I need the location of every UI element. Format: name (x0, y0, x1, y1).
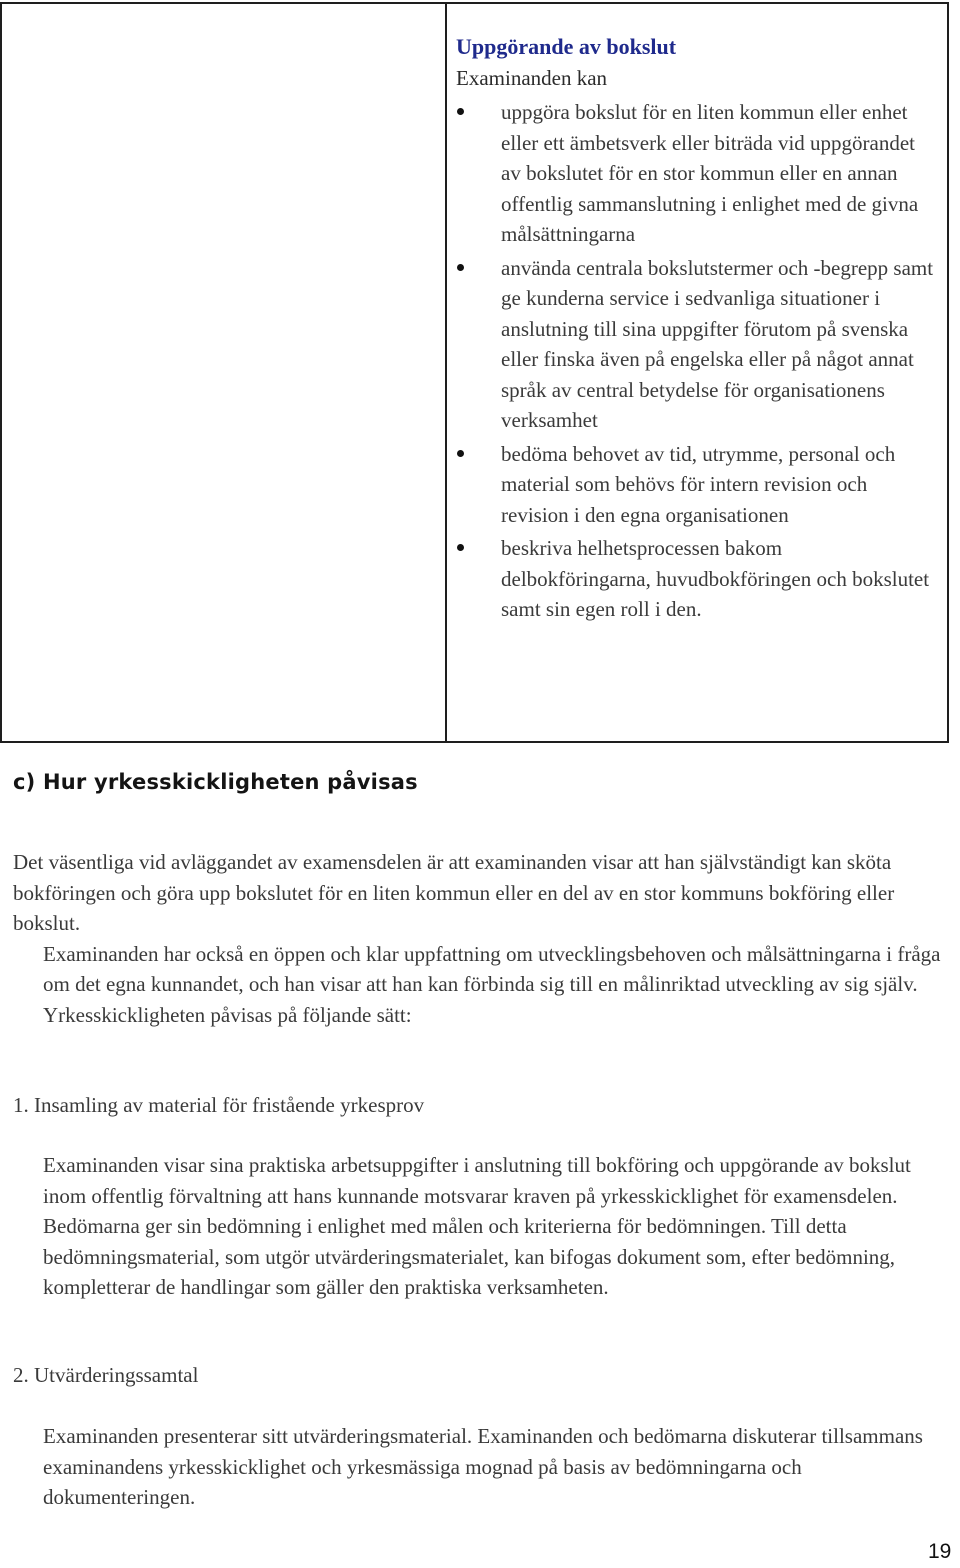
criteria-item-text: beskriva helhetsprocessen bakom delbokföringarna, huvudbokföringen och bokslutet samt sin egen roll i den. (501, 536, 930, 621)
criteria-item (456, 439, 936, 531)
criteria-item-text: bedöma behovet av tid, utrymme, personal och material som behövs för intern revision och revision i den egna organisationen (501, 441, 896, 527)
section-heading: c) Hur yrkesskickligheten påvisas (13, 770, 418, 794)
paragraph: Det väsentliga vid avläggandet av examensdelen är att examinanden visar att han självständigt kan sköta bokföringen och göra upp bokslutet för en liten kommun eller en del av en stor kommuns bokföring eller bokslut. (13, 850, 895, 935)
paragraph: Yrkesskickligheten påvisas på följande sätt: (43, 1002, 412, 1027)
criteria-item (456, 97, 936, 250)
item-text: Examinanden presenterar sitt utvärderingsmaterial. Examinanden och bedömarna diskuterar tillsammans examinandens yrkesskicklighet och yrkesmässiga mognad på basis av bedömningarna och dokumenteringen. (43, 1424, 923, 1509)
bullet-icon (457, 108, 464, 115)
bullet-icon (457, 450, 464, 457)
paragraph: Examinanden har också en öppen och klar uppfattning om utvecklingsbehoven och målsättningarna i fråga om det egna kunnandet, och han visar att han kan förbinda sig till en målinriktad utveckling av sig själv. (43, 941, 941, 996)
item-title: 1. Insamling av material för fristående yrkesprov (13, 1093, 425, 1117)
criteria-list (456, 97, 936, 625)
criteria-item-text: använda centrala bokslutstermer och -begrepp samt ge kunderna service i sedvanliga situationer i anslutning till sina uppgifter förutom på svenska eller finska även på engelska eller på något annat språk av central betydelse för organisationens verksamhet (501, 255, 934, 432)
criteria-item (456, 533, 936, 625)
table-column-divider (445, 4, 447, 741)
bullet-icon (457, 264, 464, 271)
table-cell-criteria (456, 32, 936, 628)
criteria-item-text: uppgöra bokslut för en liten kommun eller enhet eller ett ämbetsverk eller biträda vid uppgörandet av bokslutet för en stor kommun eller en annan offentlig sammanslutning i enlighet med de givna målsättningarna (501, 100, 919, 246)
cell-title: Uppgörande av bokslut (456, 34, 677, 59)
section-body (13, 847, 948, 1030)
bullet-icon (457, 544, 464, 551)
item-text: Examinanden visar sina praktiska arbetsuppgifter i anslutning till bokföring och uppgörande av bokslut inom offentlig förvaltning att hans kunnande motsvarar kraven på yrkesskicklighet för examensdelen. Bedömarna ger sin bedömning i enlighet med målen och kriterierna för bedömningen. Till detta bedömningsmaterial, som utgör utvärderingsmaterialet, kan bifogas dokument som, efter bedömning, kompletterar de handlingar som gäller den praktiska verksamheten. (43, 1153, 911, 1299)
item-title: 2. Utvärderingssamtal (13, 1363, 199, 1387)
cell-subtitle: Examinanden kan (456, 65, 608, 90)
criteria-item (456, 253, 936, 436)
page-number: 19 (928, 1540, 952, 1563)
